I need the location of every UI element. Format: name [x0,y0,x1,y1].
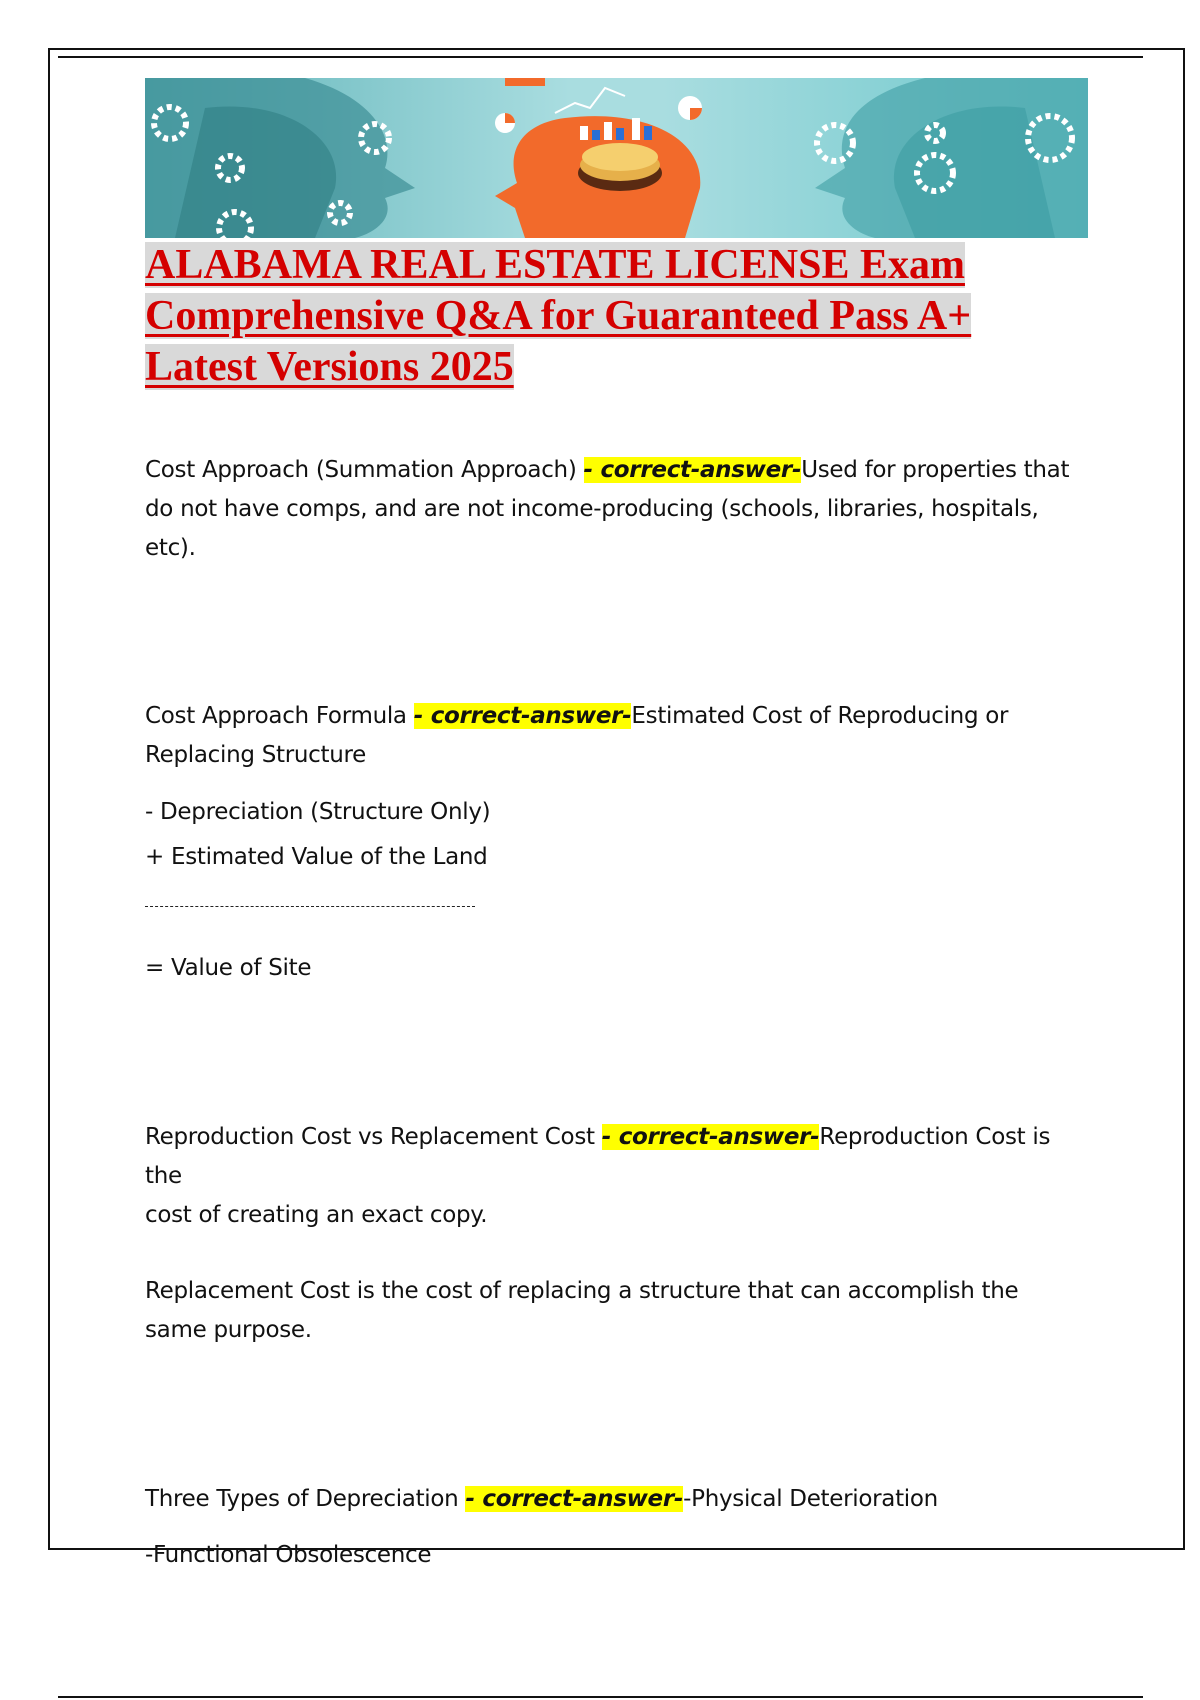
title-line-3: Latest Versions 2025 [145,344,514,390]
formula-land-line: + Estimated Value of the Land [145,844,488,870]
answer-text: Reproduction Cost is the [145,1124,1051,1189]
qa-reproduction-vs-replacement [145,1118,1085,1235]
replacement-cost-paragraph: Replacement Cost is the cost of replacing a structure that can accomplish the same purpose. [145,1278,1019,1343]
question-text: Cost Approach Formula [145,703,414,729]
answer-text-continued: do not have comps, and are not income-producing (schools, libraries, hospitals, etc). [145,496,1039,561]
depreciation-type-functional: -Functional Obsolescence [145,1542,432,1568]
title-line-2: Comprehensive Q&A for Guaranteed Pass A+ [145,293,972,339]
question-text: Reproduction Cost vs Replacement Cost [145,1124,602,1150]
correct-answer-marker: - correct-answer- [601,1124,820,1150]
answer-text: Estimated Cost of Reproducing or [631,703,1009,729]
formula-depreciation-line: - Depreciation (Structure Only) [145,799,491,825]
top-rule [58,56,1143,58]
qa-cost-approach [145,451,1085,568]
correct-answer-marker: - correct-answer- [465,1486,684,1512]
header-banner-image [145,78,1088,238]
title-line-1: ALABAMA REAL ESTATE LICENSE Exam [145,242,965,288]
qa-cost-approach-formula [145,697,1085,775]
formula-result-line: = Value of Site [145,955,312,981]
document-title [145,240,1065,393]
question-text: Three Types of Depreciation [145,1486,466,1512]
answer-text: -Physical Deterioration [683,1486,938,1512]
answer-text-continued: Replacing Structure [145,742,366,768]
formula-divider [145,906,475,907]
bottom-rule [58,1696,1143,1698]
question-text: Cost Approach (Summation Approach) [145,457,584,483]
answer-text: Used for properties that [801,457,1070,483]
correct-answer-marker: - correct-answer- [583,457,802,483]
answer-text-continued: cost of creating an exact copy. [145,1202,488,1228]
qa-depreciation-types [145,1480,1085,1519]
correct-answer-marker: - correct-answer- [413,703,632,729]
